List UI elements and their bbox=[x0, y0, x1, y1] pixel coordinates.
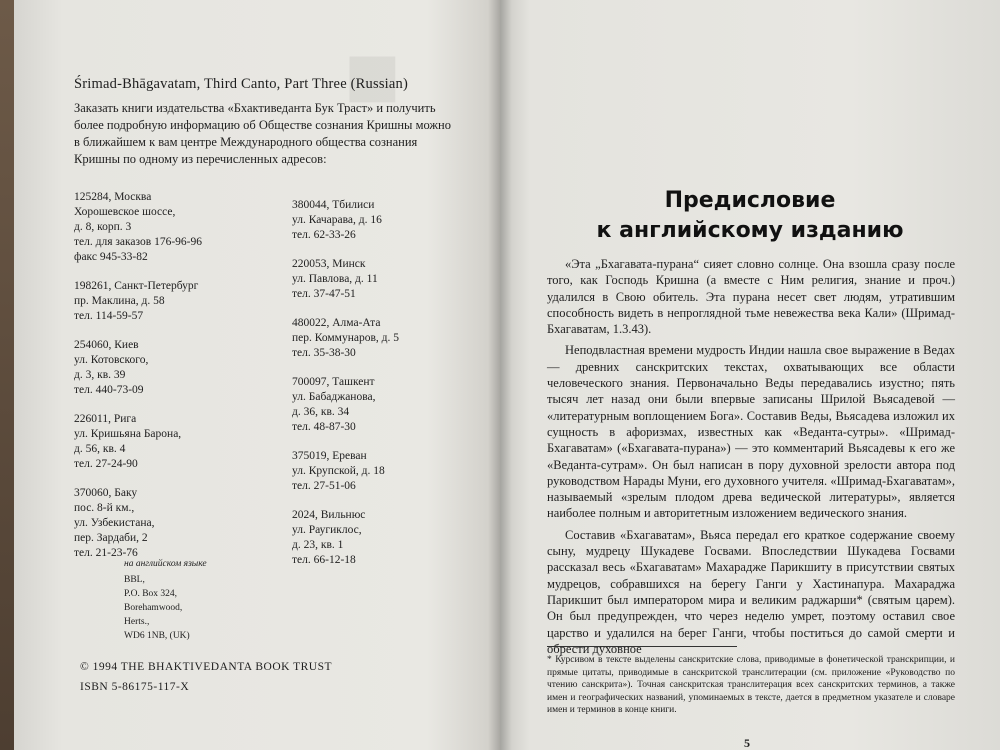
english-address-line: Borehamwood, bbox=[124, 603, 183, 613]
address-line: д. 36, кв. 34 bbox=[292, 406, 350, 418]
address-line: Хорошевское шоссе, bbox=[74, 206, 176, 218]
address-line: пос. 8-й км., bbox=[74, 502, 135, 514]
english-label: на английском языке bbox=[124, 559, 207, 569]
address-block bbox=[292, 449, 399, 494]
paragraph-2: Неподвластная времени мудрость Индии нашла свое выражение в Ведах — древних санскритских текстах, охватывающих все области человеческого знания. Первоначально Веды передавались изустно; пять тысяч лет назад они были впервые записаны Шрилой Вьясадевой — «литературным воплощением Бога». Составив Веды, Вьясадева изложил их сущность в афоризмах, известных как «Веданта-сутры». «Шримад-Бхагаватам» («Бхагавата-пурана») — это комментарий Вьясадевы к его же «Веданта-сутрам». Он был написан в пору духовной зрелости автора под руководством Нарады Муни, его духовного учителя. «Шримад-Бхагаватам», называемый «зрелым плодом древа ведической литературы», является наиболее полным и авторитетным изложением ведического знания. bbox=[547, 343, 955, 521]
address-line: пер. Зардаби, 2 bbox=[74, 532, 148, 544]
address-line: факс 945-33-82 bbox=[74, 251, 148, 263]
english-address-line: Herts., bbox=[124, 617, 150, 627]
address-line: 198261, Санкт-Петербург bbox=[74, 280, 199, 292]
page-number: 5 bbox=[744, 736, 750, 750]
address-line: тел. 114-59-57 bbox=[74, 310, 144, 322]
heading-line-2: к английскому изданию bbox=[596, 218, 904, 243]
address-line: 375019, Ереван bbox=[292, 450, 367, 462]
address-line: тел. 35-38-30 bbox=[292, 347, 356, 359]
addresses-column-1 bbox=[74, 190, 202, 575]
footnote: * Курсивом в тексте выделены санскритские слова, приводимые в фонетической транскрипции, и прямые цитаты, приводимые в санскритской транслитерации (см. приложение «Руководство по чтению санскрита»). Точная санскритская транслитерация всех санскритских терминов, а также имен и географических названий, упоминаемых в тексте, дается в предметном указателе и словаре имен и терминов в конце книги. bbox=[547, 655, 955, 715]
english-address-line: WD6 1NB, (UK) bbox=[124, 631, 190, 641]
address-line: тел. 37-47-51 bbox=[292, 288, 356, 300]
address-block bbox=[74, 190, 202, 265]
english-address-line: P.O. Box 324, bbox=[124, 589, 178, 599]
address-block bbox=[292, 257, 399, 302]
address-block bbox=[74, 338, 202, 398]
address-line: ул. Котовского, bbox=[74, 354, 149, 366]
address-block bbox=[292, 316, 399, 361]
address-block bbox=[74, 279, 202, 324]
address-line: ул. Раугиклос, bbox=[292, 524, 362, 536]
address-line: тел. 440-73-09 bbox=[74, 384, 144, 396]
address-line: тел. 48-87-30 bbox=[292, 421, 356, 433]
address-line: ул. Павлова, д. 11 bbox=[292, 273, 378, 285]
address-line: 700097, Ташкент bbox=[292, 376, 375, 388]
address-line: тел. 62-33-26 bbox=[292, 229, 356, 241]
address-line: 2024, Вильнюс bbox=[292, 509, 366, 521]
copyright-line: © 1994 THE BHAKTIVEDANTA BOOK TRUST bbox=[80, 661, 333, 673]
isbn-line: ISBN 5-86175-117-X bbox=[80, 681, 190, 693]
address-line: ул. Узбекистана, bbox=[74, 517, 155, 529]
book-gutter bbox=[488, 0, 512, 750]
address-line: тел. 21-23-76 bbox=[74, 547, 138, 559]
copyright-block bbox=[80, 657, 332, 697]
address-line: д. 23, кв. 1 bbox=[292, 539, 344, 551]
address-line: 380044, Тбилиси bbox=[292, 199, 375, 211]
address-line: тел. 66-12-18 bbox=[292, 554, 356, 566]
address-line: д. 8, корп. 3 bbox=[74, 221, 132, 233]
address-line: д. 56, кв. 4 bbox=[74, 443, 126, 455]
edition-title: Śrimad-Bhāgavatam, Third Canto, Part Three (Russian) bbox=[74, 76, 409, 92]
address-line: ул. Бабаджанова, bbox=[292, 391, 376, 403]
address-block bbox=[292, 508, 399, 568]
address-line: тел. 27-51-06 bbox=[292, 480, 356, 492]
address-line: 370060, Баку bbox=[74, 487, 138, 499]
address-line: пр. Маклина, д. 58 bbox=[74, 295, 165, 307]
address-line: тел. 27-24-90 bbox=[74, 458, 138, 470]
left-page bbox=[14, 0, 500, 750]
address-line: тел. для заказов 176-96-96 bbox=[74, 236, 202, 248]
address-line: 480022, Алма-Ата bbox=[292, 317, 381, 329]
paragraph-1: «Эта „Бхагавата-пурана“ сияет словно солнце. Она взошла сразу после того, как Господь Кришна (а вместе с Ним религия, знание и проч.) удалился в Свою обитель. Эта пурана несет свет людям, утратившим способность видеть в непроглядной тьме невежества века Кали» (Шримад-Бхагаватам, 1.3.43). bbox=[547, 257, 955, 337]
address-line: ул. Кришьяна Барона, bbox=[74, 428, 182, 440]
address-line: 125284, Москва bbox=[74, 191, 152, 203]
footnote-rule bbox=[547, 646, 737, 647]
address-line: 226011, Рига bbox=[74, 413, 137, 425]
address-block bbox=[292, 198, 399, 243]
order-instructions: Заказать книги издательства «Бхактиведанта Бук Траст» и получить более подробную информацию об Обществе сознания Кришны можно в ближайшем к вам центре Международного общества сознания Кришны по одному из перечисленных адресов: bbox=[74, 101, 451, 166]
page-heading bbox=[570, 186, 930, 246]
right-page bbox=[500, 0, 1000, 750]
address-block bbox=[74, 486, 202, 561]
address-block bbox=[74, 412, 202, 472]
paragraph-3: Составив «Бхагаватам», Вьяса передал его краткое содержание своему сыну, мудрецу Шукадеве Госвами. Впоследствии Шукадева Госвами рассказал весь «Бхагаватам» Махарадже Парикшиту в присутствии святых мудрецов, собравшихся на берегу Ганги у Хастинапура. Махараджа Парикшит был императором мира и великим раджарши* (святым царем). Он был предупрежден, что через неделю умрет, поэтому оставил свое царство и удалился на берег Ганги, чтобы поститься до самой смерти и обрести духовное bbox=[547, 527, 955, 656]
address-line: ул. Крупской, д. 18 bbox=[292, 465, 385, 477]
address-block bbox=[292, 375, 399, 435]
heading-line-1: Предисловие bbox=[664, 188, 836, 213]
addresses-column-2 bbox=[292, 198, 399, 582]
address-line: 254060, Киев bbox=[74, 339, 139, 351]
address-line: 220053, Минск bbox=[292, 258, 366, 270]
address-line: д. 3, кв. 39 bbox=[74, 369, 126, 381]
english-address-line: BBL, bbox=[124, 575, 145, 585]
address-line: ул. Качарава, д. 16 bbox=[292, 214, 382, 226]
bleed-through-text: ■ bbox=[344, 40, 401, 110]
body-text bbox=[547, 256, 955, 657]
address-line: пер. Коммунаров, д. 5 bbox=[292, 332, 399, 344]
english-address bbox=[124, 573, 190, 643]
